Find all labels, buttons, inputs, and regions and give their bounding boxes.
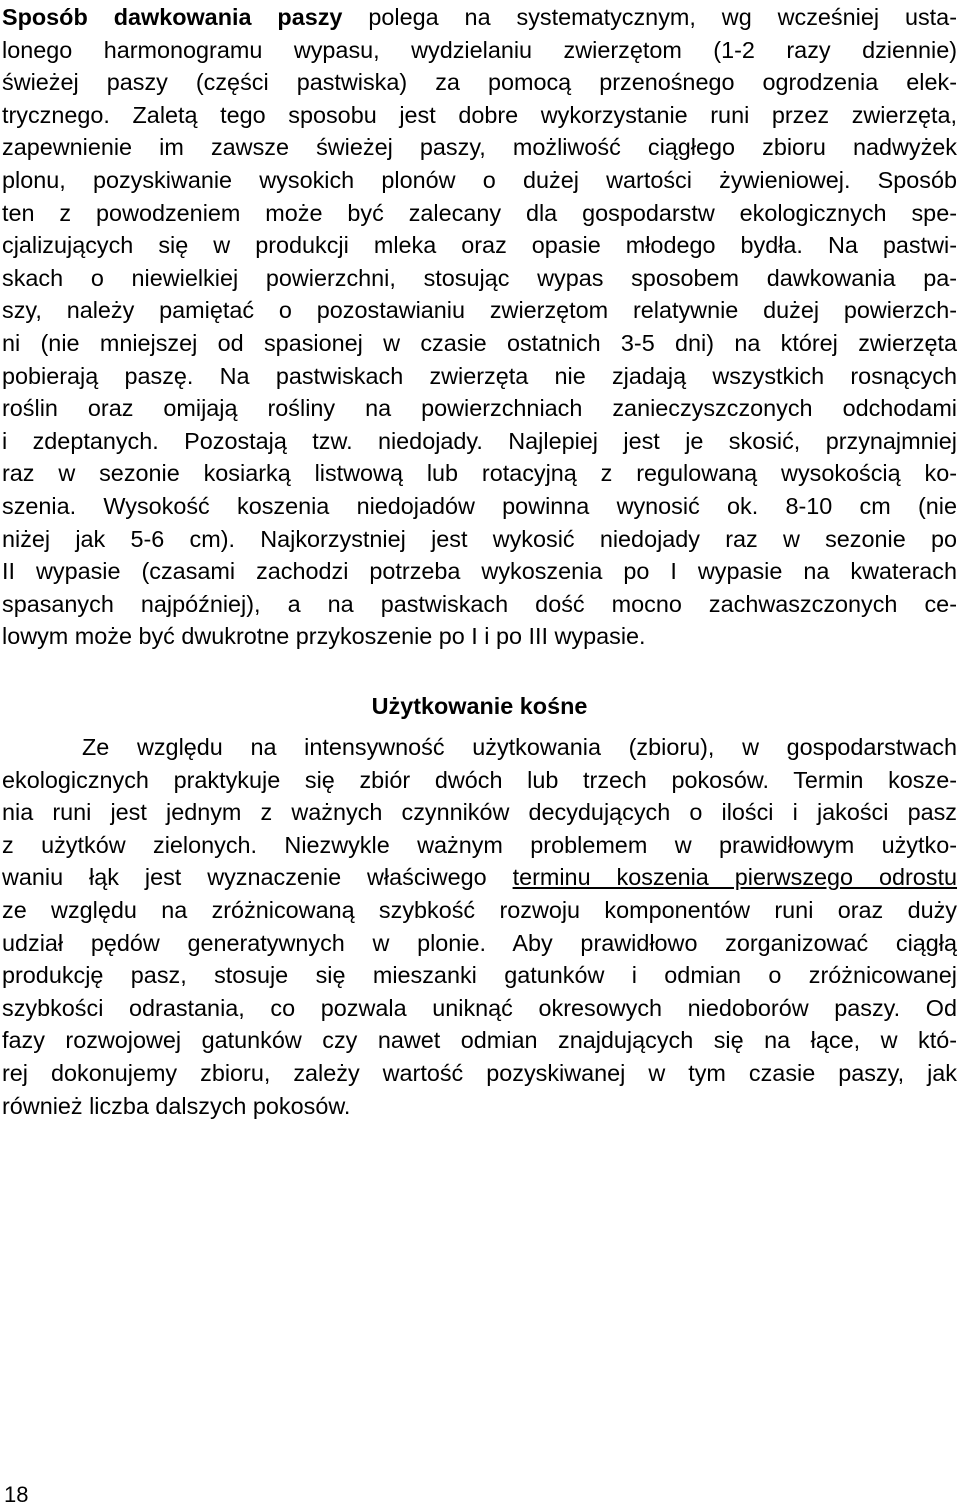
paragraph-line: z użytków zielonych. Niezwykle ważnym problemem w prawidłowym użytko-	[2, 831, 957, 858]
paragraph-line: pobierają paszę. Na pastwiskach zwierzęta nie zjadają wszystkich rosnących	[2, 362, 957, 389]
paragraph-line: lonego harmonogramu wypasu, wydzielaniu zwierzętom (1-2 razy dziennie)	[2, 36, 957, 63]
paragraph-line: plonu, pozyskiwanie wysokich plonów o dużej wartości żywieniowej. Sposób	[2, 166, 957, 193]
page-number: 18	[4, 1482, 29, 1507]
lead-term: Sposób dawkowania paszy	[2, 4, 343, 30]
paragraph-line: zapewnienie im zawsze świeżej paszy, możliwość ciągłego zbioru nadwyżek	[2, 134, 957, 161]
paragraph-line: ten z powodzeniem może być zalecany dla gospodarstw ekologicznych spe-	[2, 199, 957, 226]
paragraph-line: trycznego. Zaletą tego sposobu jest dobre wykorzystanie runi przez zwierzęta,	[2, 101, 957, 128]
paragraph-line: ze względu na zróżnicowaną szybkość rozwoju komponentów runi oraz duży	[2, 896, 957, 923]
paragraph-line: fazy rozwojowej gatunków czy nawet odmian znajdujących się na łące, w któ-	[2, 1027, 957, 1054]
paragraph-line: raz w sezonie kosiarką listwową lub rotacyjną z regulowaną wysokością ko-	[2, 460, 957, 487]
section-heading: Użytkowanie kośne	[371, 693, 588, 719]
paragraph-line: rej dokonujemy zbioru, zależy wartość pozyskiwanej w tym czasie paszy, jak	[2, 1059, 957, 1086]
paragraph-line: świeżej paszy (części pastwiska) za pomocą przenośnego ogrodzenia elek-	[2, 69, 957, 96]
paragraph-line: szy, należy pamiętać o pozostawianiu zwierzętom relatywnie dużej powierzch-	[2, 297, 957, 324]
paragraph-sposob-dawkowania	[2, 1, 957, 653]
paragraph-line: nia runi jest jednym z ważnych czynników decydujących o ilości i jakości pasz	[2, 799, 957, 826]
paragraph-line: Ze względu na intensywność użytkowania (zbioru), w gospodarstwach	[82, 734, 957, 760]
paragraph-line: cjalizujących się w produkcji mleka oraz opasie młodego bydła. Na pastwi-	[2, 232, 957, 259]
underlined-phrase: terminu koszenia pierwszego odrostu	[512, 864, 958, 891]
paragraph-line: produkcję pasz, stosuje się mieszanki gatunków i odmian o zróżnicowanej	[2, 962, 957, 989]
paragraph-line: lowym może być dwukrotne przykoszenie po I i po III wypasie.	[2, 623, 646, 650]
paragraph-line: roślin oraz omijają rośliny na powierzchniach zanieczyszczonych odchodami	[2, 395, 957, 422]
paragraph-line: spasanych najpóźniej), a na pastwiskach dość mocno zachwaszczonych ce-	[2, 590, 957, 617]
paragraph-line: Sposób dawkowania paszy polega na systematycznym, wg wcześniej usta-	[2, 4, 957, 30]
paragraph-line: II wypasie (czasami zachodzi potrzeba wykoszenia po I wypasie na kwaterach	[2, 558, 957, 585]
paragraph-line: skach o niewielkiej powierzchni, stosując wypas sposobem dawkowania pa-	[2, 264, 957, 291]
paragraph-line: niżej jak 5-6 cm). Najkorzystniej jest wykosić niedojady raz w sezonie po	[2, 525, 957, 552]
paragraph-line: ni (nie mniejszej od spasionej w czasie ostatnich 3-5 dni) na której zwierzęta	[2, 329, 957, 356]
paragraph-line: szybkości odrastania, co pozwala uniknąć okresowych niedoborów paszy. Od	[2, 994, 957, 1021]
paragraph-line: udział pędów generatywnych w plonie. Aby prawidłowo zorganizować ciągłą	[2, 929, 957, 956]
paragraph-line: również liczba dalszych pokosów.	[2, 1092, 351, 1119]
paragraph-line: ekologicznych praktykuje się zbiór dwóch lub trzech pokosów. Termin kosze-	[2, 766, 957, 793]
paragraph-line: i zdeptanych. Pozostają tzw. niedojady. Najlepiej jest je skosić, przynajmniej	[2, 427, 957, 454]
paragraph-uzytkowanie-kosne	[2, 731, 957, 1122]
paragraph-line: waniu łąk jest wyznaczenie właściwego terminu koszenia pierwszego odrostu	[2, 864, 958, 891]
paragraph-line: szenia. Wysokość koszenia niedojadów powinna wynosić ok. 8-10 cm (nie	[2, 492, 957, 519]
